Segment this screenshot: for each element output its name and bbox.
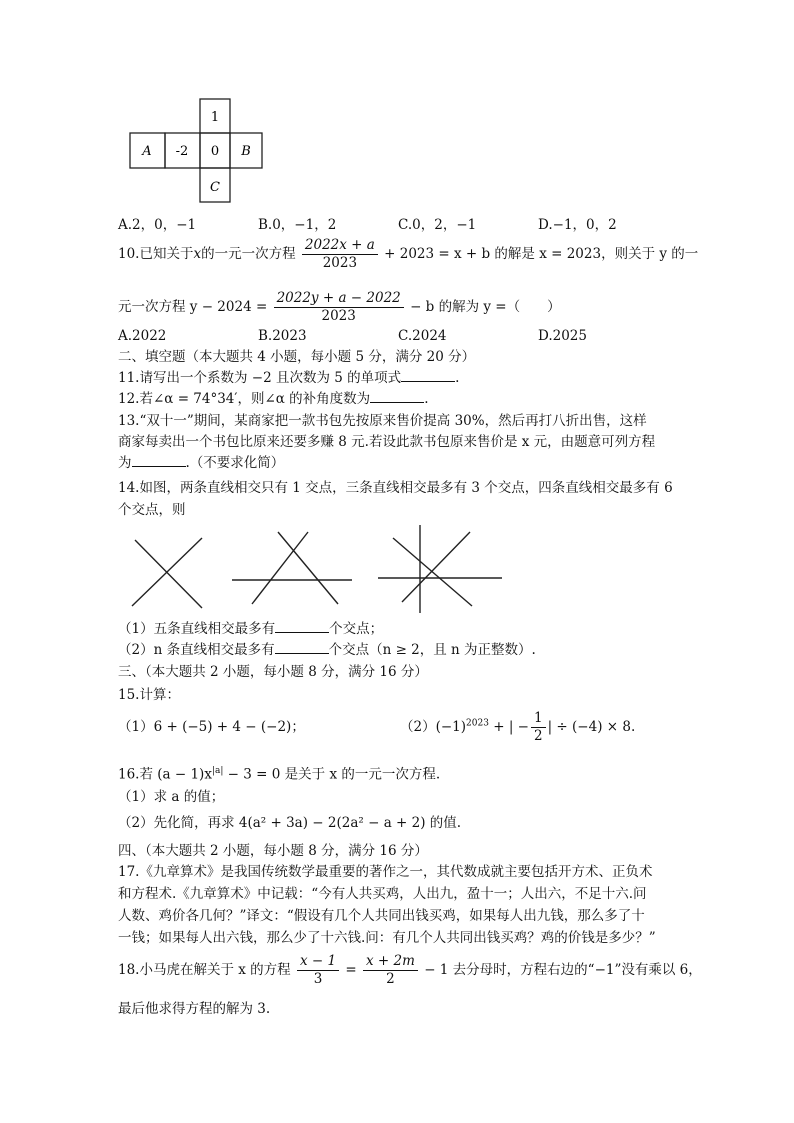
- q17-line2: 和方程术.《九章算术》中记载：“今有人共买鸡，人出九，盈十一；人出六，不足十六.问: [118, 886, 647, 902]
- q16-part1: （1）求 a 的值；: [118, 789, 225, 805]
- section-2-heading: 二、填空题（本大题共 4 小题，每小题 5 分，满分 20 分）: [118, 349, 476, 365]
- section-4-heading: 四、（本大题共 2 小题，每小题 8 分，满分 16 分）: [118, 843, 428, 859]
- q10-line1: 10.已知关于x的一元一次方程 $\frac{2022x + a}{2023}$ + 2023 = x + b 的解是 x = 2023，则关于 y 的一: [118, 237, 699, 271]
- net-cell-1: 1: [210, 110, 220, 125]
- four-lines-line-3: [393, 538, 472, 606]
- q17-line1: 17.《九章算术》是我国传统数学最重要的著作之一，其代数成就主要包括开方术、正负术: [118, 864, 653, 880]
- q13-line3: 为 .（不要求化简）: [118, 455, 285, 471]
- q16-line1: 16.若 $(a - 1)x^{|a|} - 3 = 0$ 是关于 x 的一元一次方程.: [118, 766, 441, 783]
- q14-line1: 14.如图，两条直线相交只有 1 交点，三条直线相交最多有 3 个交点，四条直线相交最多有 6: [118, 480, 673, 496]
- q10-option-a: A.2022: [118, 328, 167, 344]
- q9-option-a: A.2，0，−1: [118, 217, 197, 233]
- q11: 11.请写出一个系数为 −2 且次数为 5 的单项式 .: [118, 370, 460, 386]
- cube-net-figure: [125, 95, 265, 207]
- two-lines-line-1: [135, 540, 202, 608]
- q17-line4: 一钱；如果每人出六钱，那么少了十六钱.问：有几个人共同出钱买鸡？鸡的价钱是多少？”: [118, 930, 656, 946]
- net-cell-a: A: [142, 144, 152, 159]
- three-lines-line-3: [252, 532, 308, 604]
- section-3-heading: 三、（本大题共 2 小题，每小题 8 分，满分 16 分）: [118, 664, 428, 680]
- four-lines-line-4: [402, 532, 470, 602]
- q10-fraction-1: $\frac{2022x + a}{2023}$: [302, 237, 378, 272]
- q14-part1: （1）五条直线相交最多有 个交点；: [118, 621, 384, 637]
- q13-line1: 13.“双十一”期间，某商家把一款书包先按原来售价提高 30%，然后再打八折出售，这样: [118, 413, 647, 429]
- q10-option-d: D.2025: [538, 328, 587, 344]
- q10-option-c: C.2024: [398, 328, 447, 344]
- q16-part2: （2）先化简，再求 4(a² + 3a) − 2(2a² − a + 2) 的值.: [118, 815, 462, 831]
- q10-fraction-2: $\frac{2022y + a - 2022}{2023}$: [274, 290, 404, 325]
- intersecting-lines-figure: [120, 520, 520, 616]
- q15-part2: $(2)(-1)^{2023}$ + | − $\frac{1}{2}$ | ÷ (−4) × 8.: [400, 710, 636, 744]
- net-cell-minus2: -2: [175, 144, 189, 159]
- q9-option-c: C.0，2，−1: [398, 217, 477, 233]
- three-lines-line-2: [278, 532, 338, 604]
- net-cell-b: B: [241, 144, 251, 159]
- q14-line2: 个交点，则: [118, 502, 186, 518]
- q18-fraction-2: $\frac{x + 2m}{2}$: [363, 953, 418, 988]
- net-cell-0: 0: [210, 144, 220, 159]
- q10-option-b: B.2023: [258, 328, 307, 344]
- q13-line2: 商家每卖出一个书包比原来还要多赚 8 元.若设此款书包原来售价是 x 元，由题意可列方程: [118, 434, 656, 450]
- q18-line2: 最后他求得方程的解为 3.: [118, 1001, 271, 1017]
- q18-line1: 18.小马虎在解关于 x 的方程 $\frac{x - 1}{3}$ = $\frac{x + 2m}{2}$ − 1 去分母时，方程右边的“−1”没有乘以 6，: [118, 953, 702, 987]
- q15-title: 15.计算：: [118, 687, 180, 703]
- q17-line3: 人数、鸡价各几何？”译文：“假设有几个人共同出钱买鸡，如果每人出九钱，那么多了十: [118, 908, 645, 924]
- q9-option-d: D.−1，0，2: [538, 217, 617, 233]
- q14-part2: （2）n 条直线相交最多有 个交点（n ≥ 2，且 n 为正整数）.: [118, 642, 536, 658]
- q9-option-b: B.0，−1，2: [258, 217, 337, 233]
- q12: 12.若∠α = 74°34′，则∠α 的补角度数为 .: [118, 391, 429, 407]
- q10-line2: 元一次方程 y − 2024 = $\frac{2022y + a - 2022}{2023}$ − b 的解为 y =（ ）: [118, 290, 561, 324]
- q18-fraction-1: $\frac{x - 1}{3}$: [297, 953, 339, 988]
- q15-part1: （1）6 + (−5) + 4 − (−2)；: [118, 719, 305, 735]
- net-cell-c: C: [210, 180, 220, 195]
